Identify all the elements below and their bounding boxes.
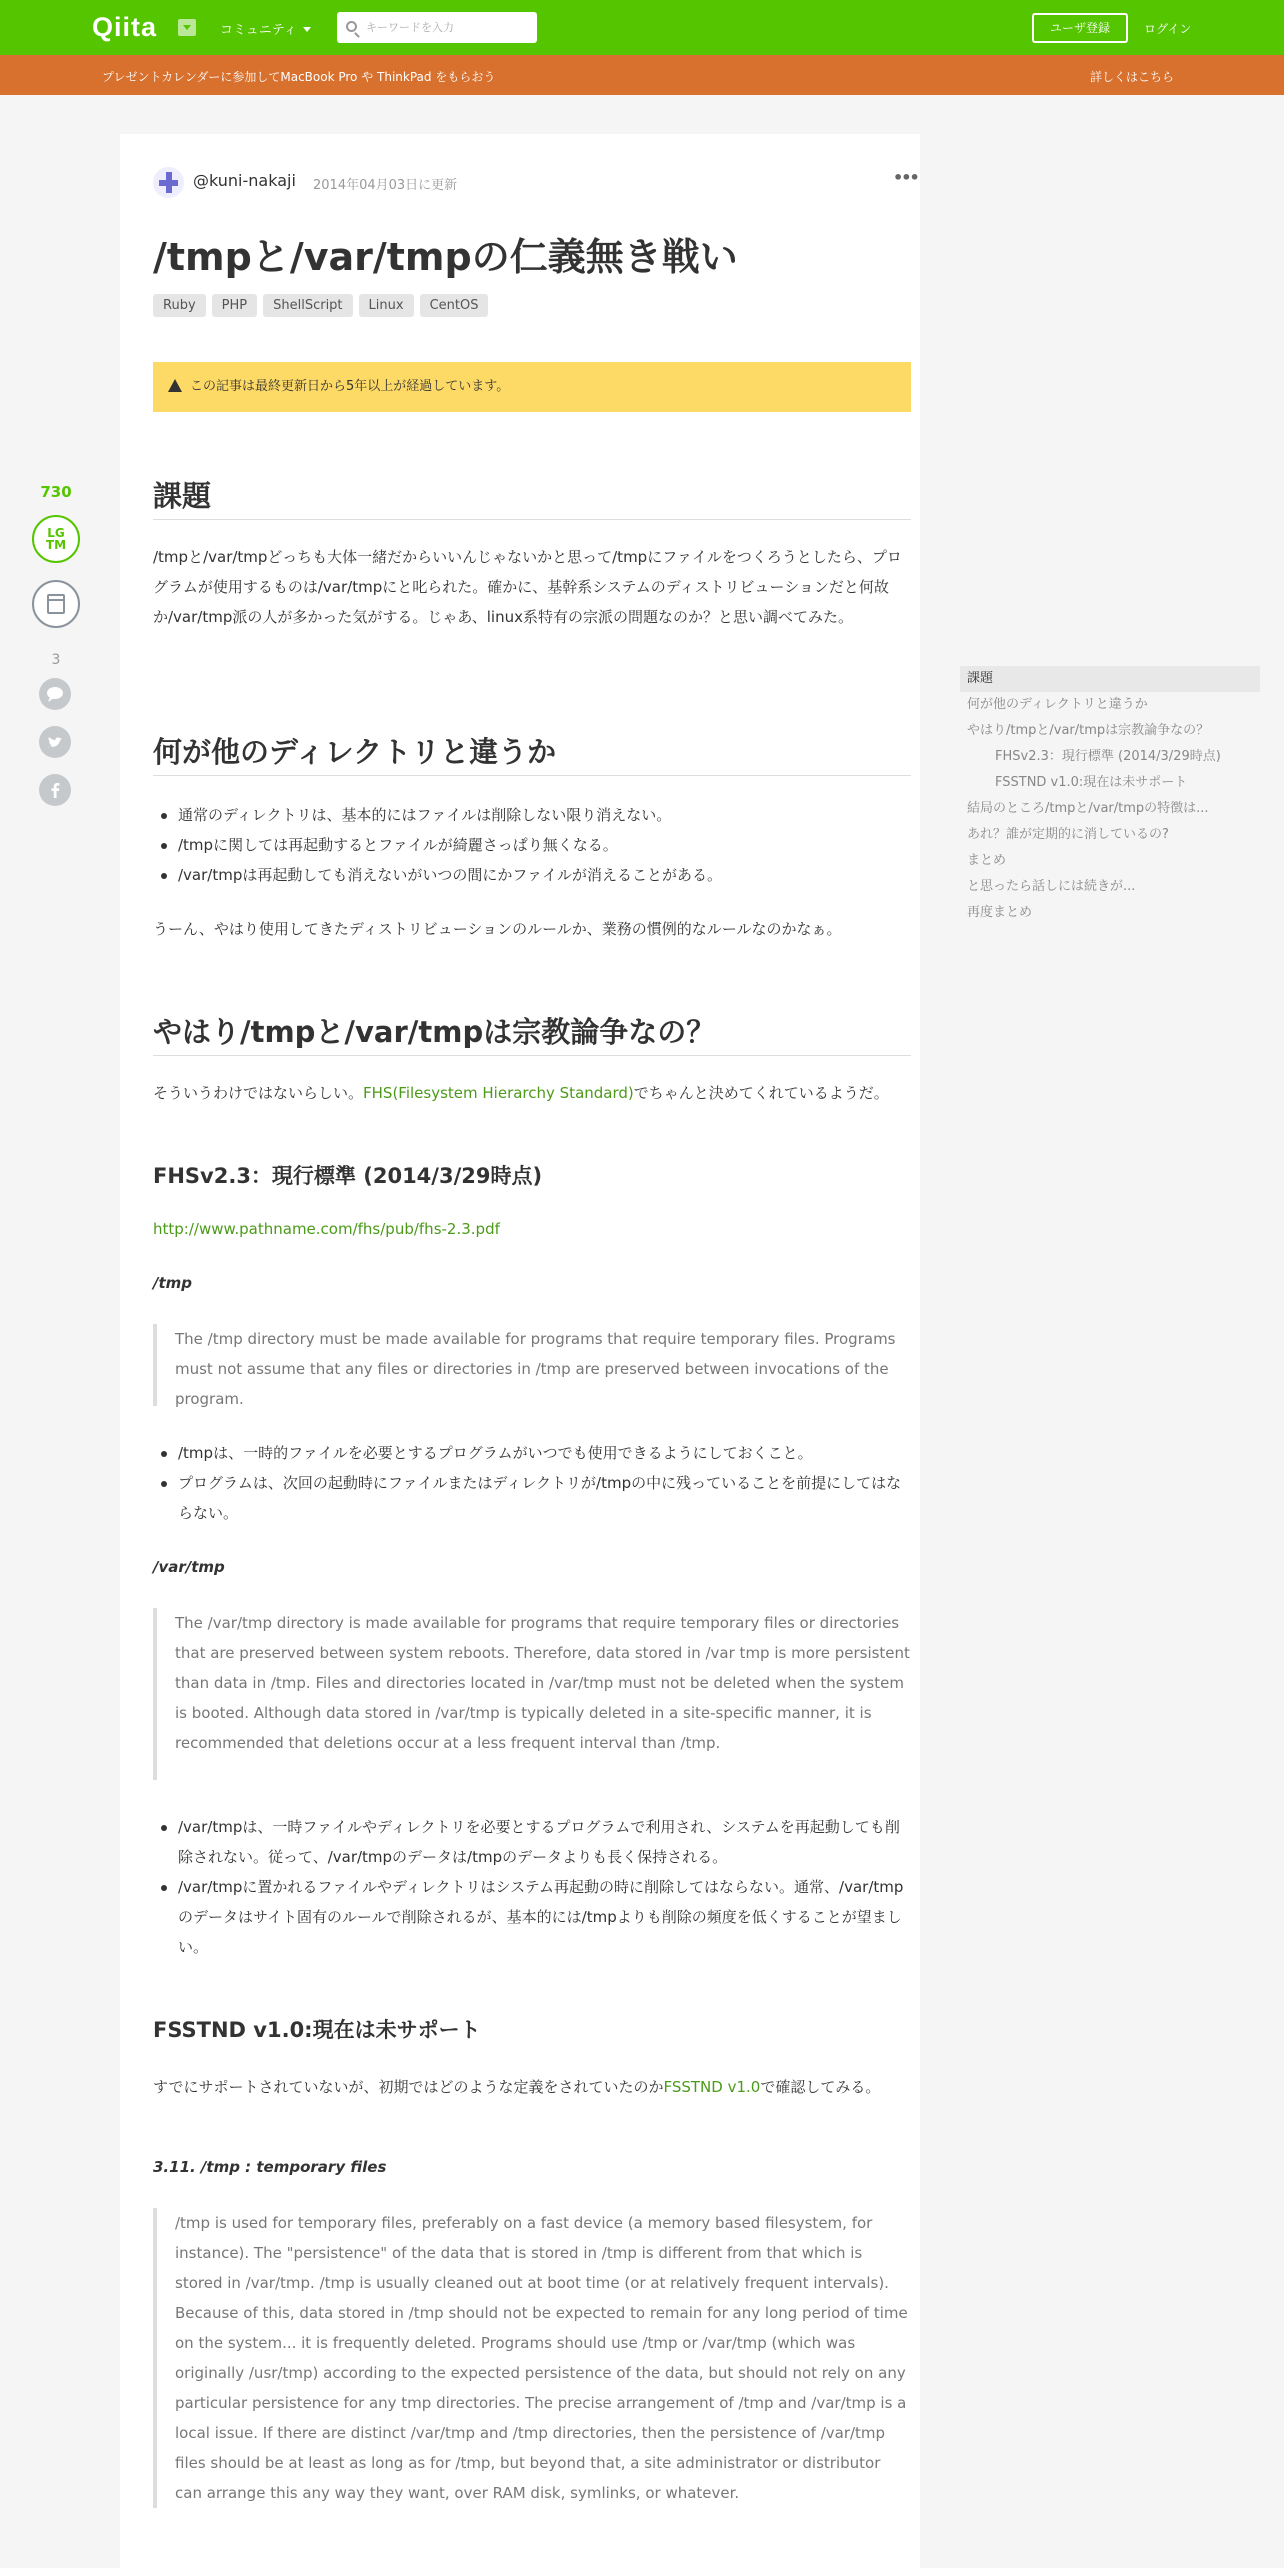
text: すでにサポートされていないが、初期ではどのような定義をされていたのか <box>153 2078 664 2096</box>
banner-text: プレゼントカレンダーに参加してMacBook Pro や ThinkPad をもらおう <box>102 70 496 84</box>
paragraph: うーん、やはり使用してきたディストリビューションのルールか、業務の慣例的なルールなのかなぁ。 <box>153 920 842 938</box>
tag[interactable]: PHP <box>212 294 257 317</box>
announcement-banner <box>0 55 1284 95</box>
toc-item[interactable]: 再度まとめ <box>967 905 1033 920</box>
stock-button[interactable] <box>32 580 80 628</box>
bullet-list <box>153 1812 911 1962</box>
twitter-icon[interactable] <box>39 726 71 758</box>
lgtm-button[interactable] <box>32 515 80 563</box>
search-input[interactable] <box>366 12 531 43</box>
fsstnd-link[interactable]: FSSTND v1.0 <box>663 2078 761 2096</box>
updated-date: 2014年04月03日に更新 <box>313 178 458 193</box>
author-avatar[interactable] <box>153 167 184 198</box>
lgtm-label-top: LG <box>47 526 65 540</box>
qiita-logo[interactable]: Qiita <box>92 12 158 42</box>
toc-item[interactable]: 結局のところ/tmpと/var/tmpの特徴は... <box>967 801 1209 816</box>
tag[interactable]: Linux <box>359 294 414 317</box>
comment-count: 3 <box>51 652 61 668</box>
subsection-heading: FSSTND v1.0:現在は未サポート <box>153 2018 481 2042</box>
blockquote: The /var/tmp directory is made available for programs that require temporary files or directories that are preserved between system reboots. Therefore, data stored in /var tmp is more persistent than data in /tmp. Files and directories located in /var/tmp must not be deleted when the system is booted. Although data stored in /var/tmp is typically deleted in a site-specific manner, it is recommended that deletions occur at a less frequent interval than /tmp. <box>153 1608 911 1780</box>
fhs-link[interactable]: FHS(Filesystem Hierarchy Standard) <box>363 1084 634 1102</box>
blockquote: /tmp is used for temporary files, preferably on a fast device (a memory based filesystem, for instance). The "persistence" of the data that is stored in /tmp is different from that which is stored in /var/tmp. /tmp is usually cleaned out at boot time (or at relatively frequent intervals). Because of this, data stored in /tmp should not be expected to remain for any long period of time on the system... it is frequently deleted. Programs should use /tmp or /var/tmp (which was originally /usr/tmp) according to the expected persistence of the data, but should not rely on any particular persistence for any tmp directories. The precise arrangement of /tmp and /var/tmp is a local issue. If there are distinct /var/tmp and /tmp directories, then the persistence of /var/tmp files should be at least as long as for /tmp, but beyond that, a site administrator or distributor can arrange this any way they want, over RAM disk, symlinks, or whatever. <box>153 2208 911 2508</box>
text: そういうわけではないらしい。 <box>153 1084 364 1102</box>
warning-icon <box>168 379 182 392</box>
article <box>120 134 920 2568</box>
signup-button[interactable]: ユーザ登録 <box>1032 13 1128 43</box>
toc-item[interactable]: FSSTND v1.0:現在は未サポート <box>995 775 1188 790</box>
tag[interactable]: CentOS <box>420 294 489 317</box>
search-icon <box>346 21 357 32</box>
section-heading: やはり/tmpと/var/tmpは宗教論争なの？ <box>153 1010 911 1056</box>
toc-item[interactable]: 何が他のディレクトリと違うか <box>967 697 1148 712</box>
tag[interactable]: ShellScript <box>263 294 352 317</box>
minor-heading: /var/tmp <box>153 1558 225 1576</box>
list-item: /tmpに関しては再起動するとファイルが綺麗さっぱり無くなる。 <box>153 830 911 860</box>
blockquote: The /tmp directory must be made available for programs that require temporary files. Programs must not assume that any files or directories in /tmp are preserved between invocations of the program. <box>153 1324 911 1406</box>
login-link[interactable]: ログイン <box>1144 22 1192 36</box>
list-item: 通常のディレクトリは、基本的にはファイルは削除しない限り消えない。 <box>153 800 911 830</box>
alert-text: この記事は最終更新日から5年以上が経過しています。 <box>190 379 510 394</box>
chevron-down-icon <box>303 27 311 36</box>
bullet-list <box>153 800 911 890</box>
toc-item[interactable]: と思ったら話しには続きが... <box>967 879 1136 894</box>
community-menu[interactable] <box>220 19 311 38</box>
facebook-icon[interactable] <box>39 774 71 806</box>
banner-details-link[interactable]: 詳しくはこちら <box>1090 70 1175 84</box>
paragraph <box>153 1078 911 1108</box>
list-item: プログラムは、次回の起動時にファイルまたはディレクトリが/tmpの中に残っていることを前提にしてはならない。 <box>153 1468 911 1528</box>
text: でちゃんと決めてくれているようだ。 <box>633 1084 889 1102</box>
lgtm-count: 730 <box>40 483 72 501</box>
minor-heading: 3.11. /tmp : temporary files <box>153 2158 387 2176</box>
bullet-list <box>153 1438 911 1528</box>
list-item: /var/tmpに置かれるファイルやディレクトリはシステム再起動の時に削除してはならない。通常、/var/tmpのデータはサイト固有のルールで削除されるが、基本的には/tmpよりも削除の頻度を低くすることが望ましい。 <box>153 1872 911 1962</box>
tag[interactable]: Ruby <box>153 294 206 317</box>
global-header <box>0 0 1284 55</box>
section-heading: 課題 <box>153 474 911 520</box>
logo-menu-caret-icon[interactable] <box>178 19 196 36</box>
paragraph: /tmpと/var/tmpどっちも大体一緒だからいいんじゃないかと思って/tmpにファイルをつくろうとしたら、プログラムが使用するものは/var/tmpにと叱られた。確かに、基幹系システムのディストリビューションだと何故か/var/tmp派の人が多かった気がする。じゃあ、linux系特有の宗派の問題なのか？と思い調べてみた。 <box>153 548 902 626</box>
stock-folder-icon <box>47 594 65 614</box>
toc-item[interactable]: まとめ <box>967 853 1007 868</box>
subsection-heading: FHSv2.3：現行標準 (2014/3/29時点) <box>153 1164 543 1188</box>
more-options-icon[interactable]: ••• <box>893 168 918 187</box>
text: で確認してみる。 <box>760 2078 881 2096</box>
section-heading: 何が他のディレクトリと違うか <box>153 730 911 776</box>
toc-item[interactable]: やはり/tmpと/var/tmpは宗教論争なの？ <box>967 723 1210 738</box>
outdated-alert <box>153 362 911 412</box>
toc-item[interactable]: 課題 <box>960 666 1260 692</box>
author-name[interactable]: @kuni-nakaji <box>193 171 296 190</box>
fhs-pdf-link[interactable]: http://www.pathname.com/fhs/pub/fhs-2.3.pdf <box>153 1220 500 1238</box>
tag-list <box>153 294 494 317</box>
paragraph <box>153 2072 911 2102</box>
list-item: /tmpは、一時的ファイルを必要とするプログラムがいつでも使用できるようにしておくこと。 <box>153 1438 911 1468</box>
table-of-contents <box>960 666 1260 926</box>
comment-icon[interactable] <box>39 678 71 710</box>
lgtm-label-bottom: TM <box>45 538 67 552</box>
list-item: /var/tmpは再起動しても消えないがいつの間にかファイルが消えることがある。 <box>153 860 911 890</box>
toc-item[interactable]: FHSv2.3：現行標準 (2014/3/29時点) <box>995 749 1221 764</box>
article-title: /tmpと/var/tmpの仁義無き戦い <box>153 235 738 279</box>
toc-item[interactable]: あれ？誰が定期的に消しているの? <box>967 827 1169 842</box>
list-item: /var/tmpは、一時ファイルやディレクトリを必要とするプログラムで利用され、システムを再起動しても削除されない。従って、/var/tmpのデータは/tmpのデータよりも長く保持される。 <box>153 1812 911 1872</box>
minor-heading: /tmp <box>153 1274 193 1292</box>
community-label: コミュニティ <box>220 23 297 38</box>
search-box <box>337 12 537 43</box>
